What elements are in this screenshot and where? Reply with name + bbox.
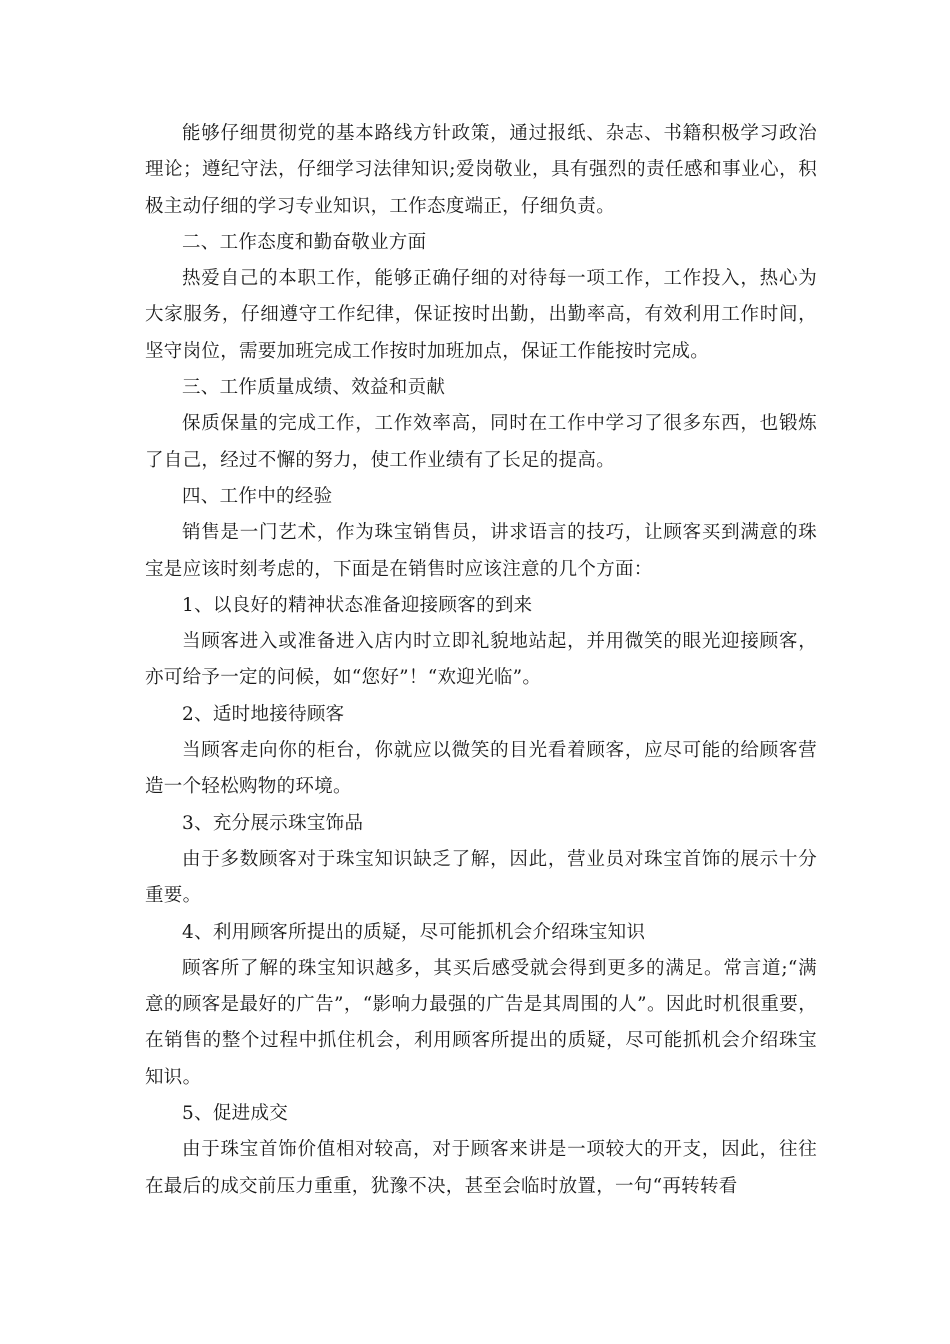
paragraph-work-attitude: 热爱自己的本职工作，能够正确仔细的对待每一项工作，工作投入，热心为大家服务，仔细遵守工作纪律，保证按时出勤，出勤率高，有效利用工作时间，坚守岗位，需要加班完成工作按时加班加点，保证工作能按时完成。 <box>145 268 817 362</box>
subheading-display: 3、充分展示珠宝饰品 <box>182 812 364 834</box>
subheading-reception: 2、适时地接待顾客 <box>182 703 345 725</box>
section-heading-work-attitude: 二、工作态度和勤奋敬业方面 <box>182 231 427 253</box>
paragraph-greeting: 当顾客进入或准备进入店内时立即礼貌地站起，并用微笑的眼光迎接顾客，亦可给予一定的问候，如“您好”！“欢迎光临”。 <box>145 631 817 689</box>
paragraph-closing: 由于珠宝首饰价值相对较高，对于顾客来讲是一项较大的开支，因此，往往在最后的成交前压力重重，犹豫不决，甚至会临时放置，一句“再转转看 <box>145 1139 817 1197</box>
section-heading-work-quality: 三、工作质量成绩、效益和贡献 <box>182 377 446 399</box>
paragraph-display: 由于多数顾客对于珠宝知识缺乏了解，因此，营业员对珠宝首饰的展示十分重要。 <box>145 848 817 907</box>
document-body <box>145 116 817 1205</box>
paragraph-knowledge: 顾客所了解的珠宝知识越多，其买后感受就会得到更多的满足。常言道;“满意的顾客是最好的广告”，“影响力最强的广告是其周围的人”。因此时机很重要，在销售的整个过程中抓住机会，利用顾客所提出的质疑，尽可能抓机会介绍珠宝知识。 <box>145 957 817 1088</box>
subheading-greeting: 1、以良好的精神状态准备迎接顾客的到来 <box>182 594 533 616</box>
subheading-closing: 5、促进成交 <box>182 1103 289 1125</box>
paragraph-political-study: 能够仔细贯彻党的基本路线方针政策，通过报纸、杂志、书籍积极学习政治理论；遵纪守法，仔细学习法律知识;爱岗敬业，具有强烈的责任感和事业心，积极主动仔细的学习专业知识，工作态度端正，仔细负责。 <box>145 123 817 217</box>
subheading-knowledge: 4、利用顾客所提出的质疑，尽可能抓机会介绍珠宝知识 <box>182 921 646 943</box>
paragraph-work-quality: 保质保量的完成工作，工作效率高，同时在工作中学习了很多东西，也锻炼了自己，经过不懈的努力，使工作业绩有了长足的提高。 <box>145 413 817 471</box>
paragraph-sales-art: 销售是一门艺术，作为珠宝销售员，讲求语言的技巧，让顾客买到满意的珠宝是应该时刻考虑的，下面是在销售时应该注意的几个方面： <box>145 522 817 580</box>
section-heading-experience: 四、工作中的经验 <box>182 485 333 507</box>
paragraph-reception: 当顾客走向你的柜台，你就应以微笑的目光看着顾客，应尽可能的给顾客营造一个轻松购物的环境。 <box>145 740 817 798</box>
